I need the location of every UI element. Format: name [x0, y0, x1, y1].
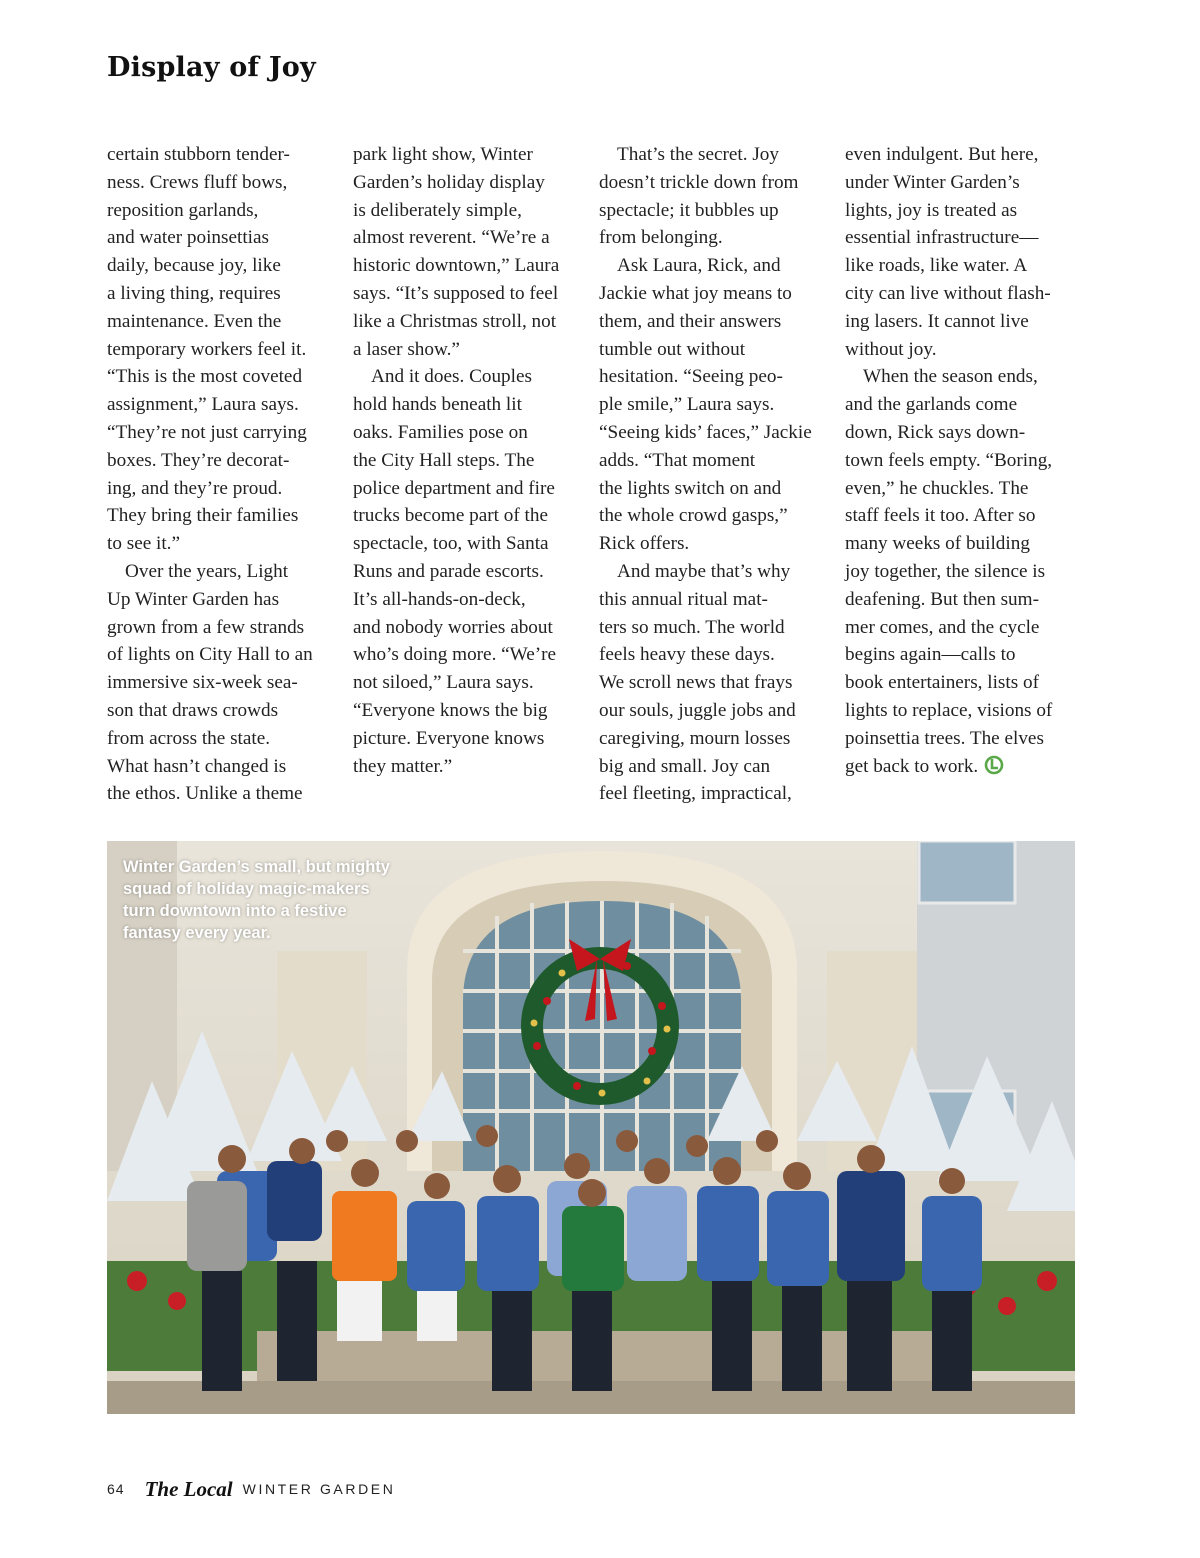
- caption-line: turn downtown into a festive: [123, 902, 347, 920]
- text-line: Up Winter Garden has: [107, 588, 280, 610]
- article-column-3: [599, 141, 831, 808]
- text-line: this annual ritual mat-: [599, 588, 768, 610]
- text-line: even indulgent. But here,: [845, 144, 1039, 165]
- text-line: many weeks of building: [845, 533, 1030, 555]
- text-line: mer comes, and the cycle: [845, 616, 1040, 638]
- text-line: When the season ends,: [863, 366, 1038, 388]
- text-line: under Winter Garden’s: [845, 171, 1020, 193]
- text-line: a laser show.”: [353, 338, 460, 360]
- text-line: Over the years, Light: [125, 560, 289, 582]
- text-line: feels heavy these days.: [599, 644, 775, 666]
- text-line: ters so much. The world: [599, 616, 785, 638]
- text-line: oaks. Families pose on: [353, 421, 528, 443]
- text-line: get back to work.: [845, 755, 979, 777]
- group-photo: [107, 841, 1075, 1414]
- text-line: ing, and they’re proud.: [107, 477, 283, 499]
- text-line: deafening. But then sum-: [845, 588, 1039, 610]
- text-line: And it does. Couples: [371, 366, 532, 388]
- text-line: And maybe that’s why: [617, 560, 791, 582]
- text-line: lights to replace, visions of: [845, 699, 1053, 721]
- text-line: not siloed,” Laura says.: [353, 672, 534, 694]
- caption-line: squad of holiday magic-makers: [123, 880, 370, 898]
- text-line: reposition garlands,: [107, 199, 259, 221]
- text-line: “This is the most coveted: [107, 366, 303, 388]
- text-line: says. “It’s supposed to feel: [353, 282, 559, 304]
- text-line: hold hands beneath lit: [353, 394, 522, 416]
- text-line: daily, because joy, like: [107, 255, 281, 277]
- text-line: hesitation. “Seeing peo-: [599, 366, 783, 388]
- page-title: Display of Joy: [107, 52, 316, 83]
- page-footer: [107, 1476, 395, 1502]
- text-line: ing lasers. It cannot live: [845, 310, 1029, 332]
- text-line: Garden’s holiday display: [353, 171, 545, 193]
- photo-caption: [123, 856, 393, 944]
- text-line: to see it.”: [107, 533, 180, 555]
- text-line: is deliberately simple,: [353, 199, 522, 221]
- article-column-1: [107, 141, 339, 808]
- text-line: What hasn’t changed is: [107, 755, 287, 777]
- text-line: trucks become part of the: [353, 505, 548, 527]
- caption-line: Winter Garden’s small, but mighty: [123, 858, 390, 876]
- text-line: police department and fire: [353, 477, 555, 499]
- article-column-2: [353, 141, 585, 780]
- text-line: them, and their answers: [599, 310, 782, 332]
- text-line: Runs and parade escorts.: [353, 560, 544, 582]
- magazine-name: The Local: [144, 1476, 233, 1501]
- text-line: book entertainers, lists of: [845, 672, 1039, 694]
- text-line: picture. Everyone knows: [353, 727, 545, 749]
- text-line: assignment,” Laura says.: [107, 394, 299, 416]
- text-line: the lights switch on and: [599, 477, 782, 499]
- text-line: our souls, juggle jobs and: [599, 699, 796, 721]
- text-line: joy together, the silence is: [845, 560, 1046, 582]
- text-line: spectacle; it bubbles up: [599, 199, 779, 221]
- text-line: of lights on City Hall to an: [107, 644, 313, 666]
- text-line: and nobody worries about: [353, 616, 553, 638]
- text-line: the City Hall steps. The: [353, 449, 535, 471]
- text-line: and the garlands come: [845, 394, 1018, 416]
- text-line: and water poinsettias: [107, 227, 269, 249]
- text-line: ple smile,” Laura says.: [599, 394, 775, 416]
- text-line: We scroll news that frays: [599, 672, 793, 694]
- article-column-4: [845, 141, 1083, 780]
- text-line: Rick offers.: [599, 533, 690, 555]
- text-line: It’s all-hands-on-deck,: [353, 588, 526, 610]
- text-line: boxes. They’re decorat-: [107, 449, 290, 471]
- text-line: temporary workers feel it.: [107, 338, 307, 360]
- text-line: city can live without flash-: [845, 282, 1051, 304]
- text-line: spectacle, too, with Santa: [353, 533, 549, 555]
- text-line: That’s the secret. Joy: [617, 144, 779, 165]
- text-line: historic downtown,” Laura: [353, 255, 560, 277]
- magazine-edition: WINTER GARDEN: [242, 1481, 396, 1497]
- text-line: immersive six-week sea-: [107, 672, 298, 694]
- text-line: they matter.”: [353, 755, 453, 777]
- text-line: “They’re not just carrying: [107, 421, 307, 443]
- text-line: staff feels it too. After so: [845, 505, 1036, 527]
- text-line: adds. “That moment: [599, 449, 756, 471]
- end-mark-icon: [984, 755, 1004, 775]
- page-number: 64: [107, 1481, 125, 1497]
- text-line: from across the state.: [107, 727, 271, 749]
- text-line: even,” he chuckles. The: [845, 477, 1029, 499]
- text-line: the ethos. Unlike a theme: [107, 783, 303, 805]
- text-line: caregiving, mourn losses: [599, 727, 791, 749]
- text-line: ness. Crews fluff bows,: [107, 171, 288, 193]
- text-line: They bring their families: [107, 505, 299, 527]
- text-line-end: [845, 753, 1083, 781]
- text-line: “Everyone knows the big: [353, 699, 548, 721]
- text-line: without joy.: [845, 338, 937, 360]
- text-line: essential infrastructure—: [845, 227, 1039, 249]
- text-line: poinsettia trees. The elves: [845, 727, 1044, 749]
- text-line: a living thing, requires: [107, 282, 281, 304]
- text-line: like a Christmas stroll, not: [353, 310, 557, 332]
- text-line: town feels empty. “Boring,: [845, 449, 1053, 471]
- text-line: from belonging.: [599, 227, 723, 249]
- text-line: maintenance. Even the: [107, 310, 282, 332]
- text-line: tumble out without: [599, 338, 746, 360]
- text-line: “Seeing kids’ faces,” Jackie: [599, 421, 812, 443]
- text-line: certain stubborn tender-: [107, 144, 290, 165]
- text-line: Jackie what joy means to: [599, 282, 792, 304]
- text-line: son that draws crowds: [107, 699, 279, 721]
- text-line: Ask Laura, Rick, and: [617, 255, 781, 277]
- text-line: the whole crowd gasps,”: [599, 505, 788, 527]
- text-line: park light show, Winter: [353, 144, 533, 165]
- caption-line: fantasy every year.: [123, 924, 271, 942]
- text-line: like roads, like water. A: [845, 255, 1028, 277]
- text-line: down, Rick says down-: [845, 421, 1026, 443]
- text-line: doesn’t trickle down from: [599, 171, 799, 193]
- text-line: big and small. Joy can: [599, 755, 771, 777]
- text-line: feel fleeting, impractical,: [599, 783, 792, 805]
- text-line: lights, joy is treated as: [845, 199, 1018, 221]
- text-line: begins again—calls to: [845, 644, 1016, 666]
- text-line: grown from a few strands: [107, 616, 305, 638]
- text-line: who’s doing more. “We’re: [353, 644, 557, 666]
- text-line: almost reverent. “We’re a: [353, 227, 550, 249]
